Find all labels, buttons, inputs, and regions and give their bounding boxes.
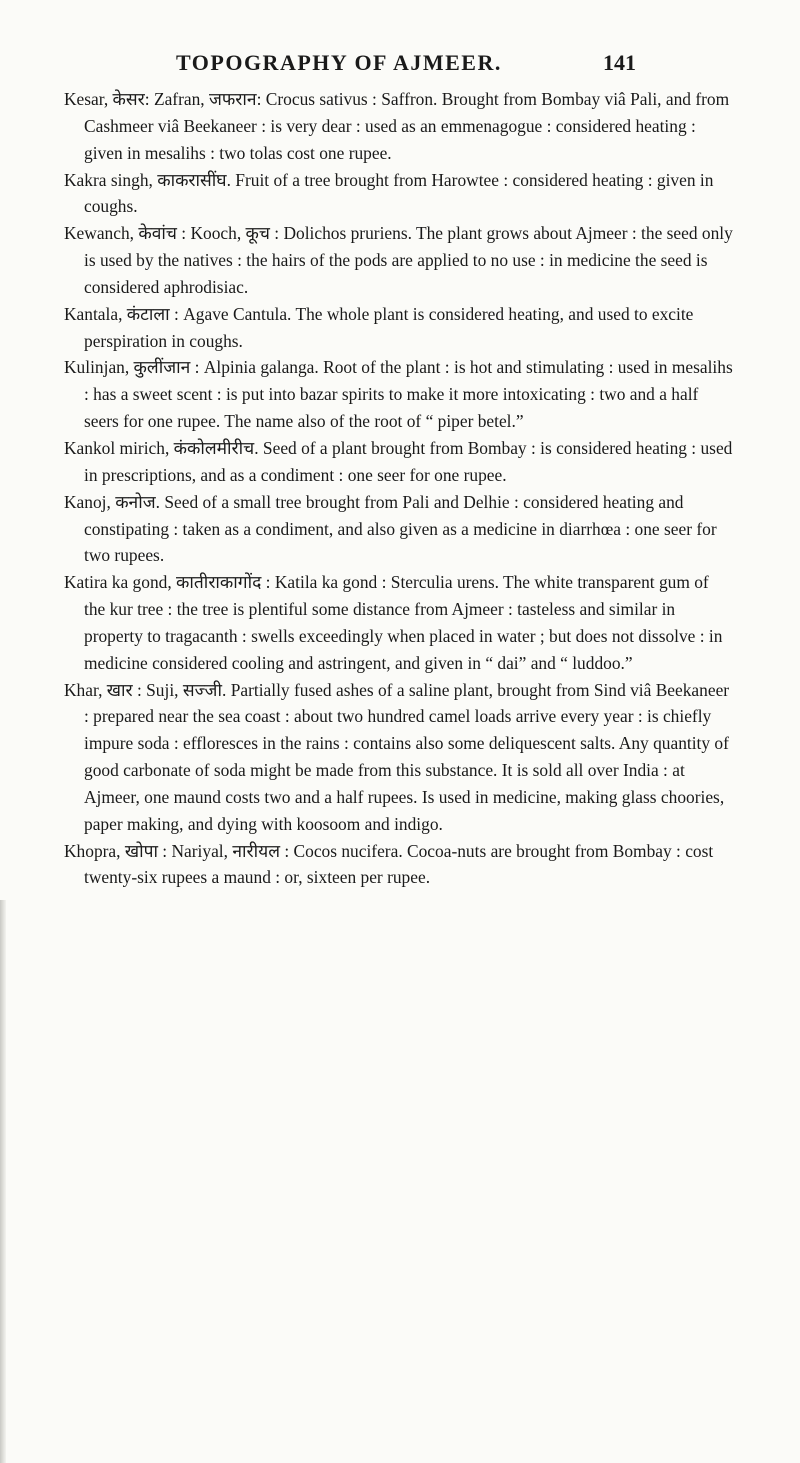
entry-head: Kewanch, केवांच : Kooch, कूच : (64, 223, 280, 244)
entry-text: Dolichos pruriens. The plant grows about Ajmeer : the seed only is used by the natives : the hairs of the pods are applied to no use : in medicine the seed is considered aphrodisiac. (84, 223, 733, 297)
entry-khopra (64, 838, 734, 892)
entry-text: Seed of a plant brought from Bombay : is considered heating : used in prescriptions, and as a condiment : one seer for one rupee. (84, 437, 733, 485)
entry-text: Katila ka gond : Sterculia urens. The white transparent gum of the kur tree : the tree is plentiful some distance from Ajmeer : tasteless and similar in property to tragacanth : swells exceedingly when placed in water ; but does not dissolve : in medicine considered cooling and astringent, and given in “ dai” and “ luddoo.” (84, 572, 723, 673)
entry-kakra-singh (64, 167, 734, 221)
running-header (176, 50, 636, 86)
page-gutter-shadow (0, 900, 6, 1463)
entry-kulinjan (64, 354, 734, 435)
entry-kantala (64, 301, 734, 355)
entry-text: Cocos nucifera. Cocoa-nuts are brought from Bombay : cost twenty-six rupees a maund : or, sixteen per rupee. (84, 840, 714, 888)
entry-head: Kanoj, कनोज. (64, 491, 160, 512)
entry-text: Agave Cantula. The whole plant is considered heating, and used to excite perspiration in coughs. (84, 303, 694, 351)
entry-head: Katira ka gond, कातीराकागोंद : (64, 572, 271, 593)
entry-text: Crocus sativus : Saffron. Brought from Bombay viâ Pali, and from Cashmeer viâ Beekaneer : is very dear : used as an emmenagogue : considered heating : given in mesalihs : two tolas cost one rupee. (84, 89, 730, 163)
entry-katira-ka-gond (64, 569, 734, 676)
entry-kewanch (64, 220, 734, 301)
entry-text: Seed of a small tree brought from Pali and Delhie : considered heating and constipating : taken as a condiment, and also given as a medicine in diarrhœa : one seer for two rupees. (84, 491, 717, 566)
entry-head: Kulinjan, कुलींजान : (64, 357, 200, 378)
entry-kankol-mirich (64, 435, 734, 489)
entry-text: Partially fused ashes of a saline plant, brought from Sind viâ Beekaneer : prepared near the sea coast : about two hundred camel loads arrive every year : is chiefly impure soda : effloresces in the rains : contains also some deliquescent salts. Any quantity of good carbonate of soda might be made from this substance. It is sold all over India : at Ajmeer, one maund costs two and a half rupees. Is used in medicine, making glass choories, paper making, and dying with koosoom and indigo. (84, 679, 730, 834)
entry-head: Kankol mirich, कंकोलमीरीच. (64, 437, 259, 458)
entry-kanoj (64, 489, 734, 570)
page-body (64, 86, 734, 891)
entry-text: Fruit of a tree brought from Harowtee : considered heating : given in coughs. (84, 169, 714, 217)
entry-head: Khopra, खोपा : Nariyal, नारीयल : (64, 840, 290, 861)
entry-kesar (64, 86, 734, 167)
entry-head: Kesar, केसर: Zafran, जफरान: (64, 89, 262, 109)
entry-khar (64, 677, 734, 838)
entry-head: Kantala, कंटाला : (64, 303, 179, 324)
entry-head: Kakra singh, काकरासींघ. (64, 169, 231, 190)
entry-head: Khar, खार : Suji, सज्जी. (64, 679, 227, 700)
entry-text: Alpinia galanga. Root of the plant : is hot and stimulating : used in mesalihs : has a sweet scent : is put into bazar spirits to make it more intoxicating : two and a half seers for one rupee. The name also of the root of “ piper betel.” (84, 357, 733, 432)
header-title: TOPOGRAPHY OF AJMEER. (176, 50, 502, 75)
page-number: 141 (603, 50, 636, 75)
